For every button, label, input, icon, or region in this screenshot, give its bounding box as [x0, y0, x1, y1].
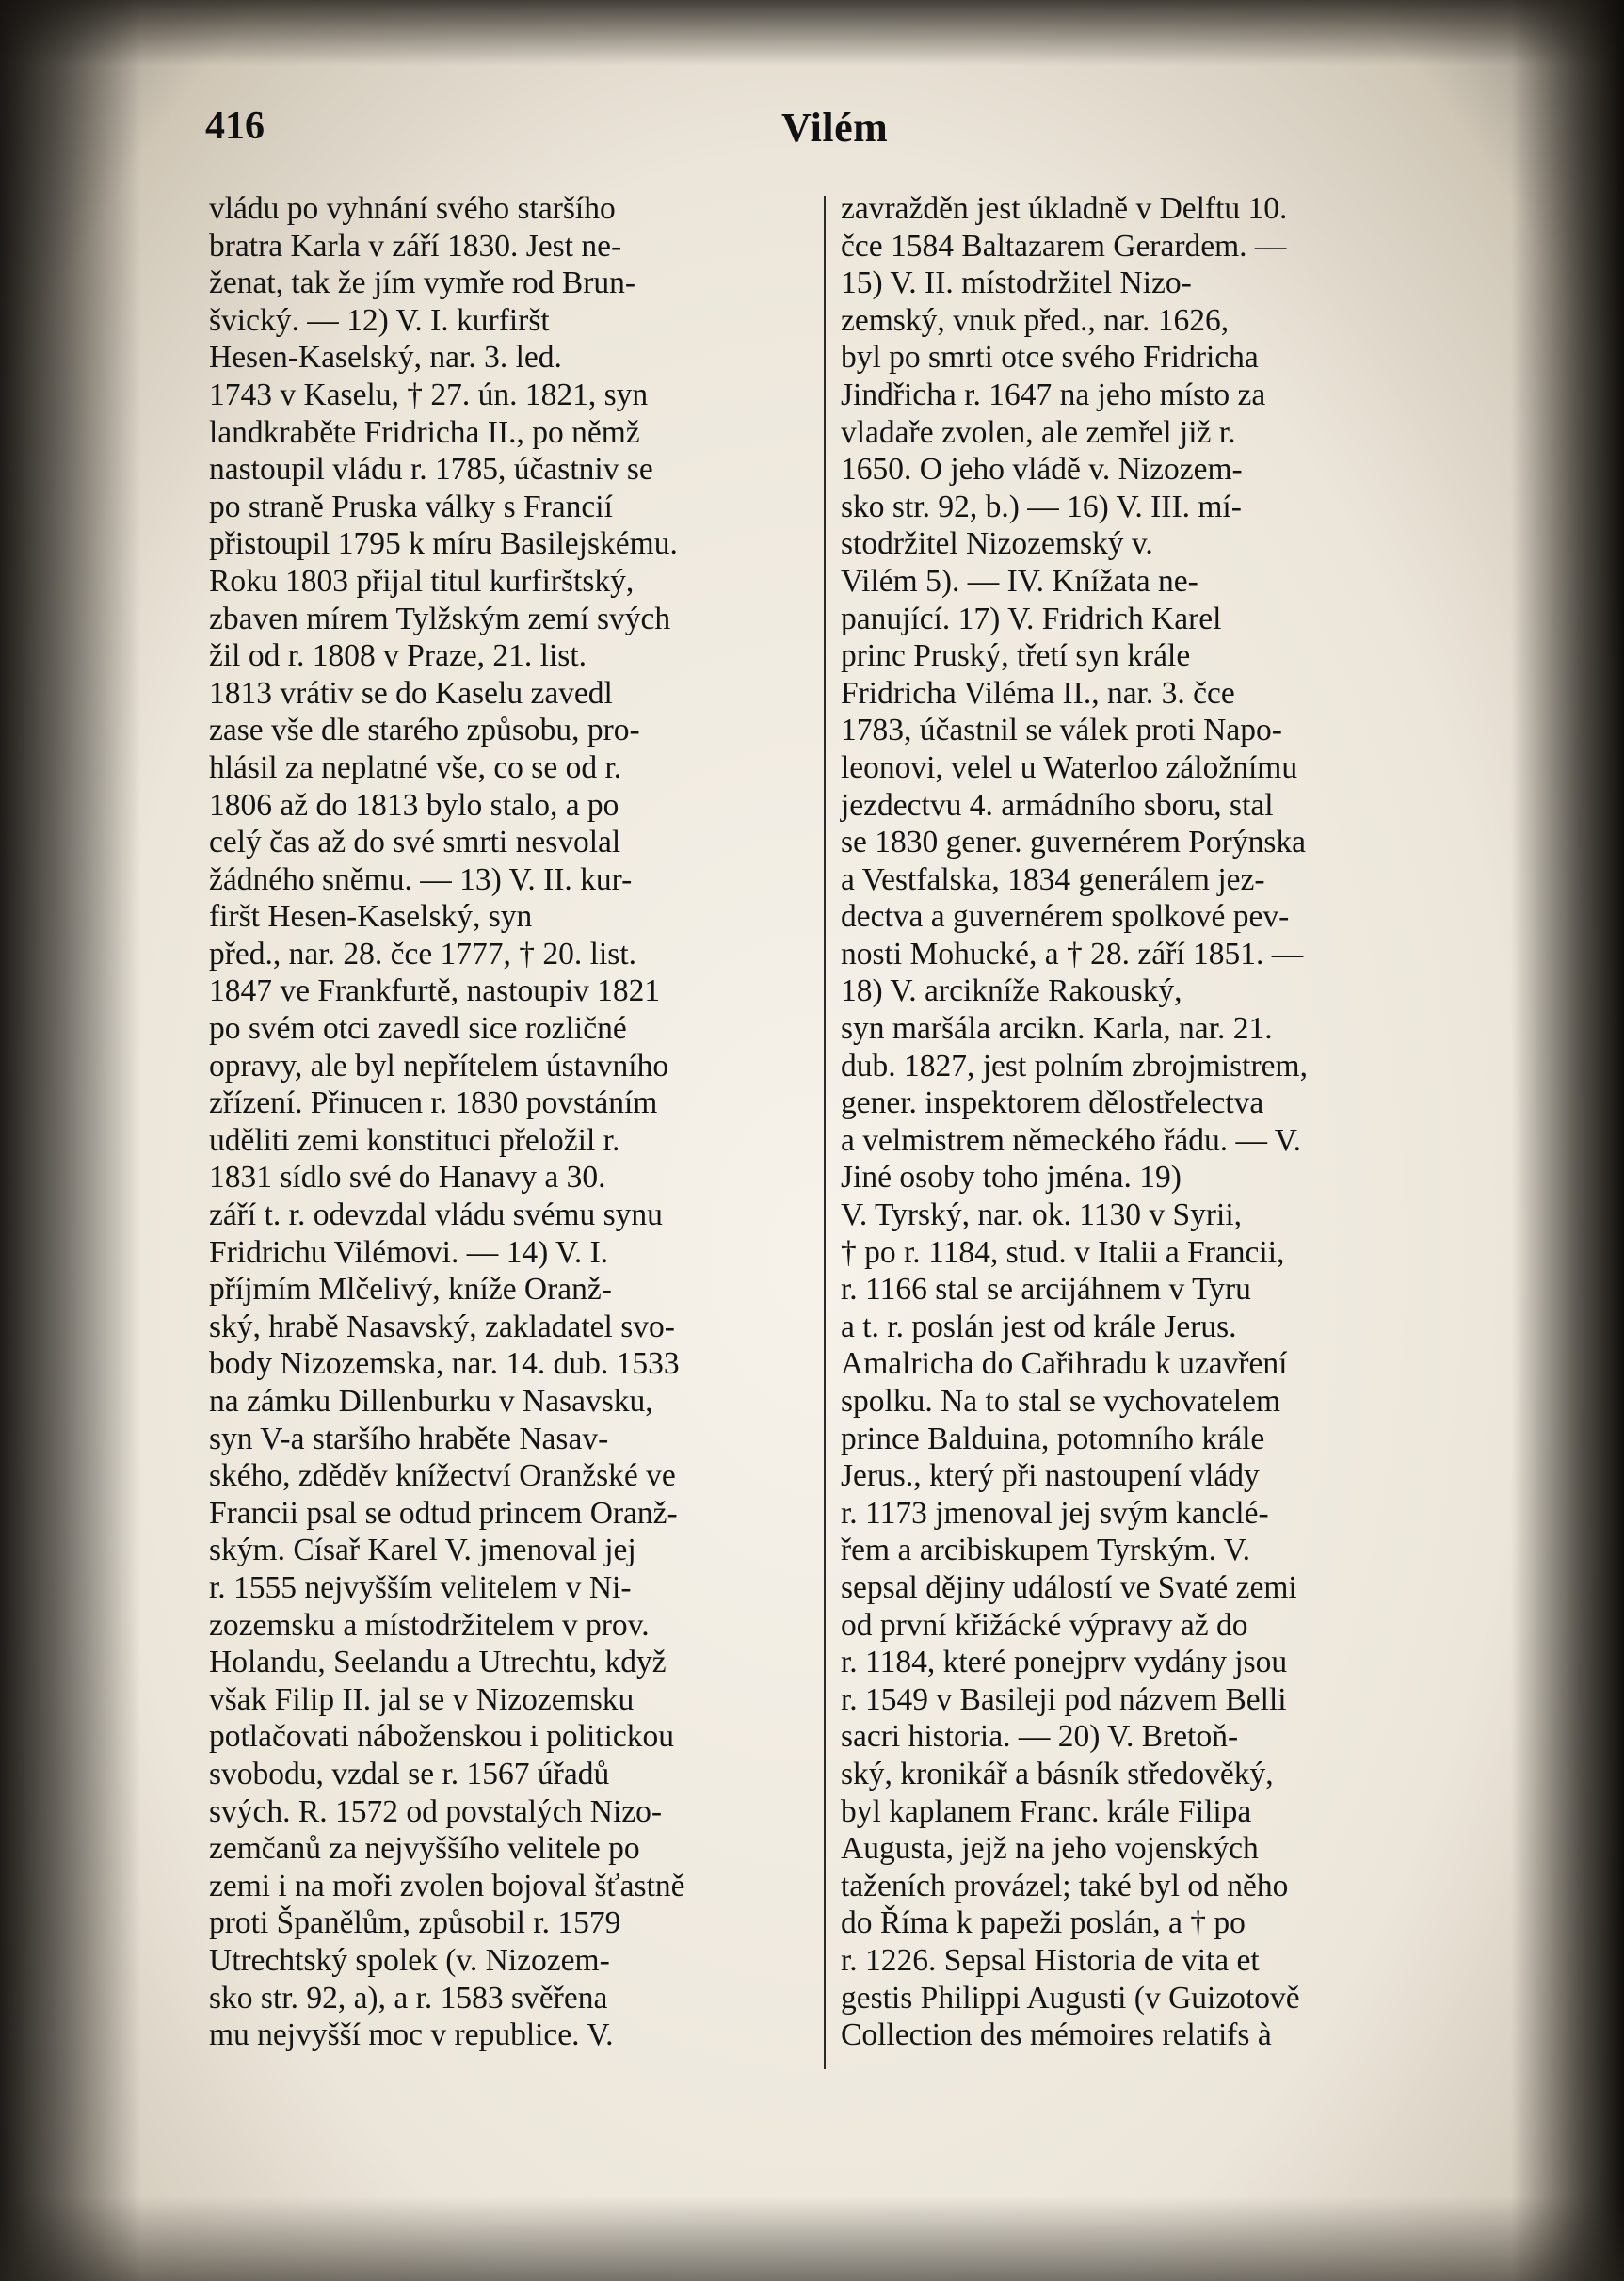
- right-column-line: r. 1173 jmenoval jej svým kanclé-: [841, 1495, 1269, 1531]
- left-column-line: Roku 1803 přijal titul kurfirštský,: [209, 563, 635, 599]
- right-column-line: zavražděn jest úkladně v Delftu 10.: [841, 191, 1288, 226]
- right-column-line: jezdectvu 4. armádního sboru, stal: [841, 787, 1274, 823]
- left-column-line: vládu po vyhnání svého staršího: [209, 191, 616, 226]
- right-column-line: byl kaplanem Franc. krále Filipa: [841, 1793, 1252, 1829]
- left-column-line: švický. — 12) V. I. kurfiršt: [209, 302, 550, 338]
- right-column-line: vladaře zvolen, ale zemřel již r.: [841, 414, 1236, 450]
- right-column-line: 15) V. II. místodržitel Nizo-: [841, 265, 1192, 301]
- right-column-line: r. 1166 stal se arcijáhnem v Tyru: [841, 1272, 1251, 1308]
- left-column-line: zozemsku a místodržitelem v prov.: [209, 1607, 650, 1643]
- left-column-line: 1813 vrátiv se do Kaselu zavedl: [209, 675, 613, 711]
- right-column-line: V. Tyrský, nar. ok. 1130 v Syrii,: [841, 1197, 1243, 1233]
- right-column: [841, 190, 1443, 2054]
- right-column-line: Jindřicha r. 1647 na jeho místo za: [841, 377, 1266, 412]
- left-column-line: zase vše dle starého způsobu, pro-: [209, 713, 640, 748]
- right-column-line: panující. 17) V. Fridrich Karel: [841, 601, 1222, 636]
- right-column-line: Augusta, jejž na jeho vojenských: [841, 1831, 1259, 1867]
- left-column-line: Fridrichu Vilémovi. — 14) V. I.: [209, 1234, 609, 1270]
- left-column-line: ským. Císař Karel V. jmenoval jej: [209, 1533, 636, 1568]
- right-column-line: gener. inspektorem dělostřelectva: [841, 1085, 1264, 1121]
- scan-shadow-left: [0, 0, 141, 2281]
- right-column-line: 1650. O jeho vládě v. Nizozem-: [841, 452, 1243, 488]
- right-column-line: Amalricha do Cařihradu k uzavření: [841, 1346, 1288, 1382]
- left-column-line: mu nejvyšší moc v republice. V.: [209, 2017, 614, 2053]
- left-column-line: hlásil za neplatné vše, co se od r.: [209, 749, 622, 785]
- left-column-line: r. 1555 nejvyšším velitelem v Ni-: [209, 1569, 632, 1605]
- left-column-line: 1847 ve Frankfurtě, nastoupiv 1821: [209, 973, 661, 1009]
- left-column-line: po svém otci zavedl sice rozličné: [209, 1011, 627, 1047]
- left-column-line: proti Španělům, způsobil r. 1579: [209, 1905, 621, 1941]
- right-column-line: se 1830 gener. guvernérem Porýnska: [841, 825, 1306, 860]
- right-column-line: čce 1584 Baltazarem Gerardem. —: [841, 228, 1287, 264]
- left-column-line: Holandu, Seelandu a Utrechtu, když: [209, 1645, 667, 1680]
- left-column-line: body Nizozemska, nar. 14. dub. 1533: [209, 1346, 680, 1382]
- right-column-line: Fridricha Viléma II., nar. 3. čce: [841, 675, 1235, 711]
- right-column-line: dectva a guvernérem spolkové pev-: [841, 899, 1290, 935]
- right-column-line: do Říma k papeži poslán, a † po: [841, 1905, 1246, 1941]
- left-column-line: svobodu, vzdal se r. 1567 úřadů: [209, 1756, 610, 1791]
- right-column-line: a velmistrem německého řádu. — V.: [841, 1122, 1302, 1158]
- left-column-line: žádného sněmu. — 13) V. II. kur-: [209, 861, 633, 897]
- left-column-line: syn V-a staršího hraběte Nasav-: [209, 1421, 609, 1456]
- right-column-line: gestis Philippi Augusti (v Guizotově: [841, 1980, 1300, 2016]
- left-column-line: zemi i na moři zvolen bojoval šťastně: [209, 1868, 685, 1904]
- left-column-line: firšt Hesen-Kaselský, syn: [209, 899, 533, 935]
- left-column-line: zřízení. Přinucen r. 1830 povstáním: [209, 1085, 658, 1121]
- left-column: [209, 190, 812, 2054]
- left-column-line: sko str. 92, a), a r. 1583 svěřena: [209, 1980, 608, 2016]
- right-column-line: zemský, vnuk před., nar. 1626,: [841, 302, 1230, 338]
- page-header: [205, 104, 1476, 160]
- left-column-line: září t. r. odevzdal vládu svému synu: [209, 1197, 663, 1233]
- right-column-line: stodržitel Nizozemský v.: [841, 526, 1153, 562]
- right-column-line: syn maršála arcikn. Karla, nar. 21.: [841, 1011, 1273, 1047]
- right-column-line: a t. r. poslán jest od krále Jerus.: [841, 1309, 1237, 1344]
- left-column-line: uděliti zemi konstituci přeložil r.: [209, 1122, 620, 1158]
- left-column-line: ský, hrabě Nasavský, zakladatel svo-: [209, 1309, 675, 1344]
- column-divider: [824, 196, 826, 2069]
- right-column-line: dub. 1827, jest polním zbrojmistrem,: [841, 1048, 1308, 1084]
- left-column-line: Francii psal se odtud princem Oranž-: [209, 1495, 678, 1531]
- right-column-line: † po r. 1184, stud. v Italii a Francii,: [841, 1234, 1285, 1270]
- right-column-line: Collection des mémoires relatifs à: [841, 2017, 1272, 2053]
- page-number: 416: [205, 104, 265, 148]
- right-column-line: taženích provázel; také byl od něho: [841, 1868, 1289, 1904]
- left-column-line: 1831 sídlo své do Hanavy a 30.: [209, 1160, 606, 1196]
- left-column-line: po straně Pruska války s Francií: [209, 489, 613, 524]
- right-column-line: sacri historia. — 20) V. Bretoň-: [841, 1719, 1239, 1755]
- right-column-line: r. 1549 v Basileji pod názvem Belli: [841, 1681, 1287, 1717]
- left-column-line: před., nar. 28. čce 1777, † 20. list.: [209, 936, 637, 972]
- right-column-line: leonovi, velel u Waterloo záložnímu: [841, 749, 1298, 785]
- left-column-line: ského, zděděv knížectví Oranžské ve: [209, 1458, 676, 1494]
- left-column-line: opravy, ale byl nepřítelem ústavního: [209, 1048, 669, 1084]
- scan-shadow-bottom: [0, 2196, 1624, 2281]
- left-column-line: 1743 v Kaselu, † 27. ún. 1821, syn: [209, 377, 649, 412]
- right-column-line: řem a arcibiskupem Tyrským. V.: [841, 1533, 1250, 1568]
- right-column-line: Jiné osoby toho jména. 19): [841, 1160, 1182, 1196]
- right-column-line: princ Pruský, třetí syn krále: [841, 638, 1191, 674]
- right-column-line: r. 1226. Sepsal Historia de vita et: [841, 1942, 1260, 1978]
- right-column-line: Jerus., který při nastoupení vlády: [841, 1458, 1260, 1494]
- left-column-line: příjmím Mlčelivý, kníže Oranž-: [209, 1272, 612, 1308]
- left-column-line: celý čas až do své smrti nesvolal: [209, 825, 621, 860]
- left-column-line: bratra Karla v září 1830. Jest ne-: [209, 228, 622, 264]
- right-column-line: od první křižácké výpravy až do: [841, 1607, 1248, 1643]
- right-column-line: ský, kronikář a básník středověký,: [841, 1756, 1274, 1791]
- scan-shadow-right: [1511, 0, 1624, 2281]
- left-column-line: žil od r. 1808 v Praze, 21. list.: [209, 638, 587, 674]
- left-column-line: Hesen-Kaselský, nar. 3. led.: [209, 340, 562, 376]
- left-column-line: zemčanů za nejvyššího velitele po: [209, 1831, 640, 1867]
- left-column-line: nastoupil vládu r. 1785, účastniv se: [209, 452, 653, 488]
- right-column-line: sepsal dějiny událostí ve Svaté zemi: [841, 1569, 1297, 1605]
- left-column-line: na zámku Dillenburku v Nasavsku,: [209, 1384, 653, 1419]
- left-column-line: přistoupil 1795 k míru Basilejskému.: [209, 526, 678, 562]
- left-column-line: však Filip II. jal se v Nizozemsku: [209, 1681, 635, 1717]
- left-column-line: svých. R. 1572 od povstalých Nizo-: [209, 1793, 663, 1829]
- right-column-line: sko str. 92, b.) — 16) V. III. mí-: [841, 489, 1242, 524]
- running-head: Vilém: [781, 104, 889, 151]
- right-column-line: 18) V. arcikníže Rakouský,: [841, 973, 1182, 1009]
- left-column-line: potlačovati náboženskou i politickou: [209, 1719, 675, 1755]
- right-column-line: r. 1184, které ponejprv vydány jsou: [841, 1645, 1288, 1680]
- right-column-line: spolku. Na to stal se vychovatelem: [841, 1384, 1281, 1419]
- right-column-line: prince Balduina, potomního krále: [841, 1421, 1265, 1456]
- scan-shadow-top: [0, 0, 1624, 66]
- right-column-line: Vilém 5). — IV. Knížata ne-: [841, 563, 1198, 599]
- right-column-line: a Vestfalska, 1834 generálem jez-: [841, 861, 1265, 897]
- left-column-line: 1806 až do 1813 bylo stalo, a po: [209, 787, 619, 823]
- left-column-line: landkraběte Fridricha II., po němž: [209, 414, 640, 450]
- left-column-line: Utrechtský spolek (v. Nizozem-: [209, 1942, 610, 1978]
- left-column-line: zbaven mírem Tylžským zemí svých: [209, 601, 671, 636]
- right-column-line: nosti Mohucké, a † 28. září 1851. —: [841, 936, 1304, 972]
- right-column-line: byl po smrti otce svého Fridricha: [841, 340, 1259, 376]
- left-column-line: ženat, tak že jím vymře rod Brun-: [209, 265, 636, 301]
- right-column-line: 1783, účastnil se válek proti Napo-: [841, 713, 1282, 748]
